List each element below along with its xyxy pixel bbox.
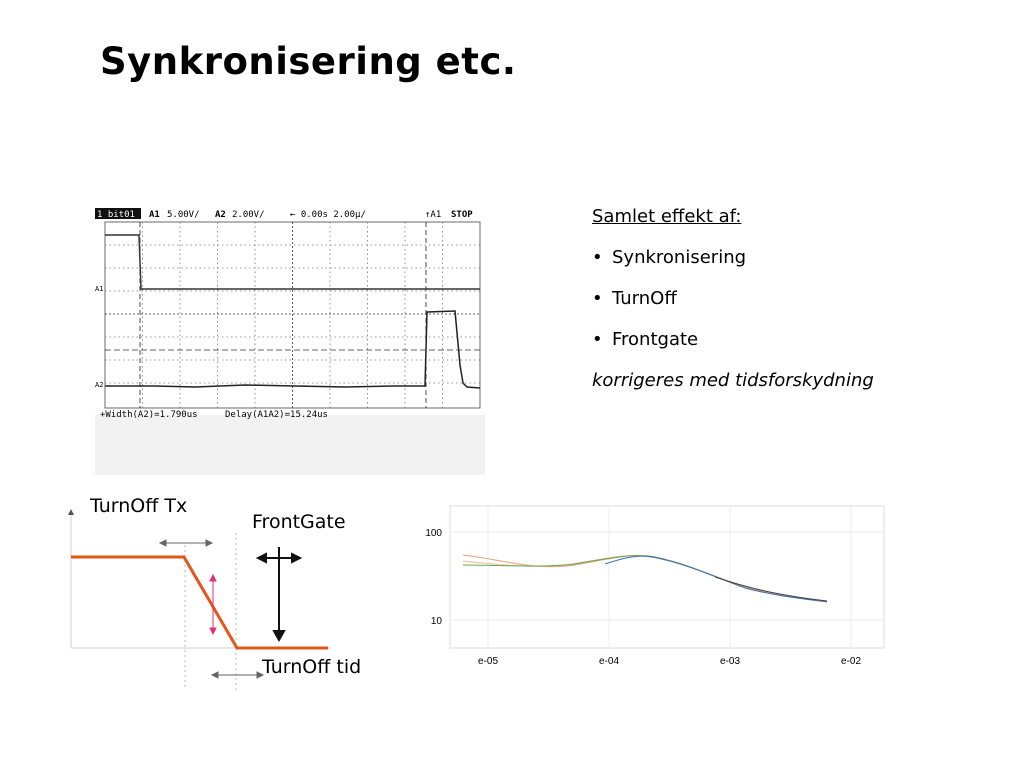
curves-plot-graphic bbox=[415, 505, 890, 675]
scope-a2-scale: 2.00V/ bbox=[232, 210, 265, 220]
notes-block bbox=[592, 196, 874, 401]
turnoff-pulse bbox=[71, 557, 328, 648]
oscilloscope-display bbox=[95, 205, 485, 475]
label-frontgate: FrontGate bbox=[252, 511, 346, 533]
scope-a2-label: A2 bbox=[215, 210, 226, 220]
tx-window-arrow bbox=[160, 540, 212, 546]
notes-closing: korrigeres med tidsforskydning bbox=[592, 370, 874, 391]
scope-a1-label: A1 bbox=[149, 210, 160, 220]
scope-a1-scale: 5.00V/ bbox=[167, 210, 200, 220]
label-turnoff-tid: TurnOff tid bbox=[262, 656, 362, 678]
scope-measure-width: +Width(A2)=1.790us bbox=[100, 410, 198, 420]
y-tick-100: 100 bbox=[425, 528, 442, 539]
scope-measure-delay: Delay(A1A2)=15.24us bbox=[225, 410, 328, 420]
y-tick-10: 10 bbox=[430, 616, 442, 627]
scope-timebase: ← 0.00s 2.00µ/ bbox=[290, 210, 366, 220]
x-tick-e-05: e-05 bbox=[477, 656, 499, 667]
scope-badge: 1 bit01 bbox=[97, 210, 135, 220]
oscilloscope-screenshot bbox=[95, 205, 485, 475]
bullet-dot-icon: • bbox=[592, 247, 603, 268]
label-turnoff-tx: TurnOff Tx bbox=[90, 495, 188, 517]
turnoff-time-arrow bbox=[212, 672, 263, 678]
x-tick-e-02: e-02 bbox=[840, 656, 862, 667]
scope-side-a1: A1 bbox=[95, 285, 104, 293]
frontgate-arrow bbox=[258, 547, 300, 640]
notes-heading: Samlet effekt af: bbox=[592, 206, 742, 227]
notes-bullet: • Frontgate bbox=[592, 319, 874, 360]
scope-side-a2: A2 bbox=[95, 381, 104, 389]
bullet-dot-icon: • bbox=[592, 329, 603, 350]
slide-title: Synkronisering etc. bbox=[100, 40, 517, 83]
scope-status: STOP bbox=[451, 210, 473, 220]
timing-diagram bbox=[60, 495, 400, 695]
x-tick-e-03: e-03 bbox=[719, 656, 741, 667]
scope-trigger: ↑A1 bbox=[425, 210, 442, 220]
bullet-dot-icon: • bbox=[592, 288, 603, 309]
curves-plot bbox=[415, 505, 890, 675]
notes-bullet: • Synkronisering bbox=[592, 237, 874, 278]
notes-bullet: • TurnOff bbox=[592, 278, 874, 319]
x-tick-e-04: e-04 bbox=[598, 656, 620, 667]
